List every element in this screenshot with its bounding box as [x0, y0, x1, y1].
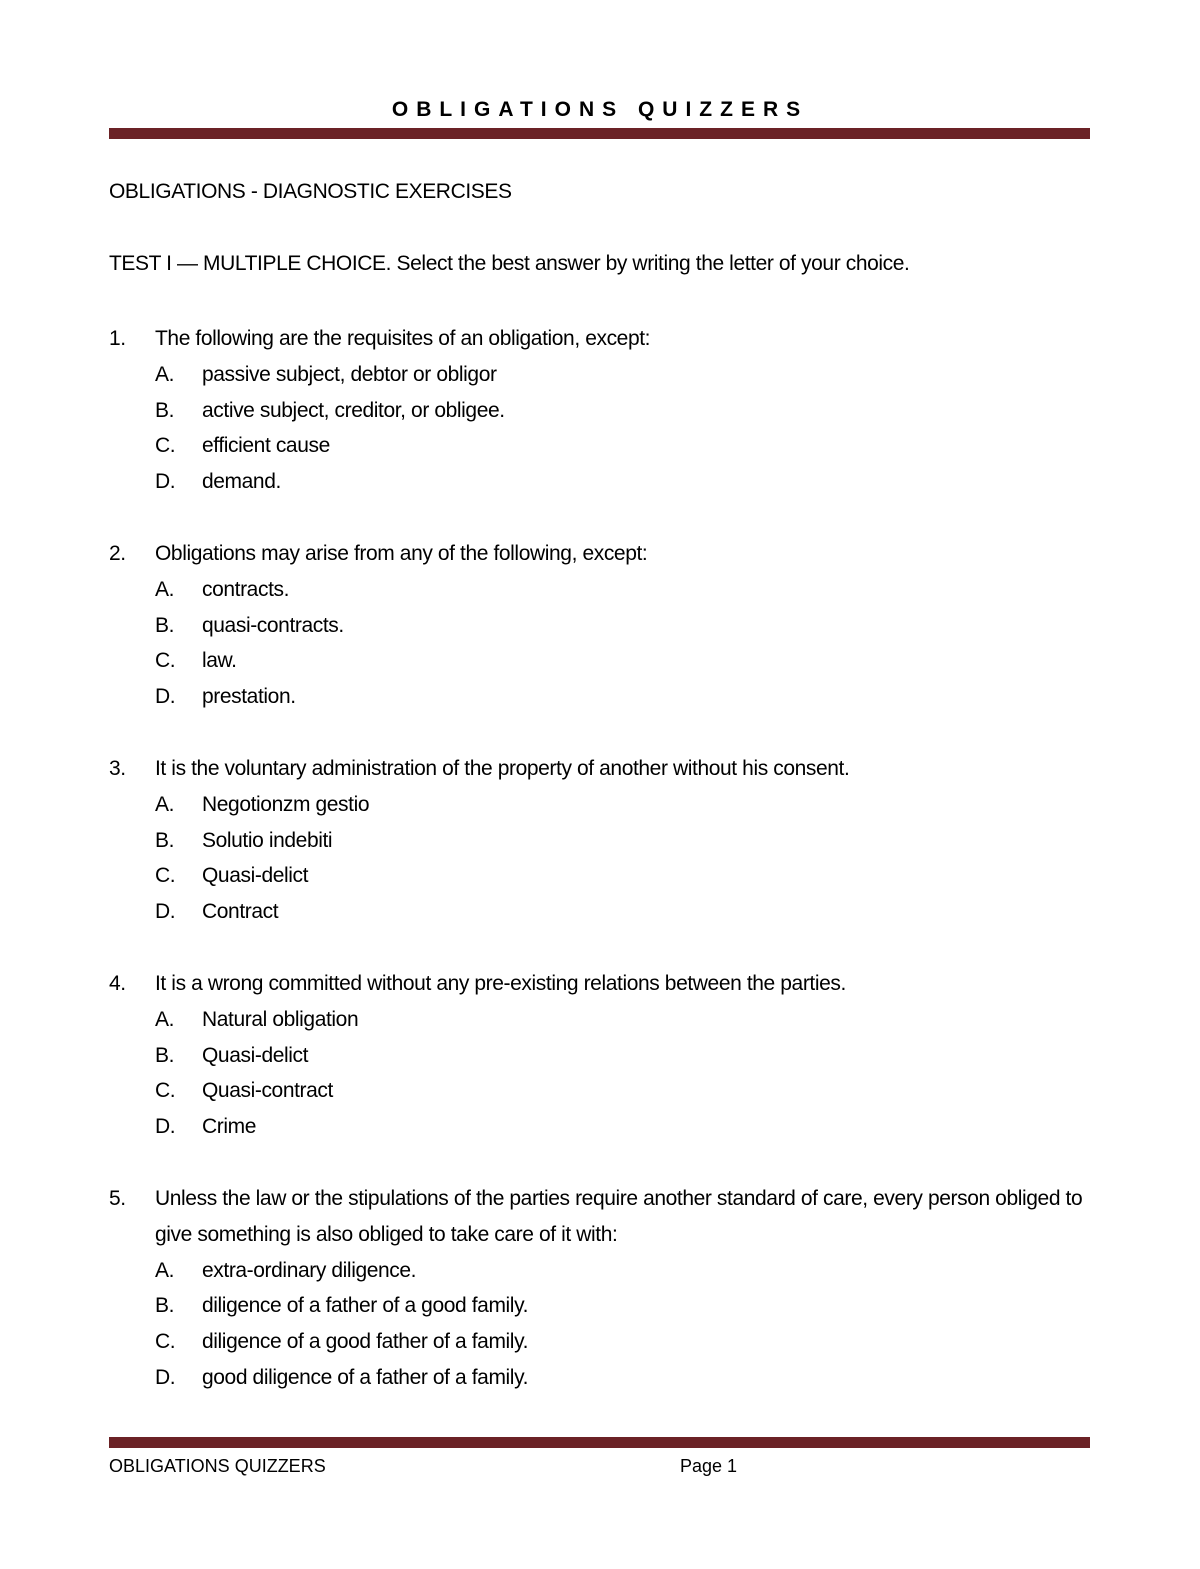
choice-text: quasi-contracts.: [202, 613, 344, 637]
answer-choice: [109, 464, 1094, 500]
choice-letter: C.: [155, 434, 176, 458]
footer-rule: [109, 1437, 1090, 1448]
answer-choice: [109, 1253, 1094, 1289]
choice-text: Quasi-delict: [202, 864, 309, 888]
choice-text: passive subject, debtor or obligor: [202, 362, 497, 386]
answer-choice: [109, 858, 1094, 894]
choice-letter: D.: [155, 1365, 176, 1389]
answer-choice: [109, 1324, 1094, 1360]
answer-choice: [109, 679, 1094, 715]
question-stem: [109, 1181, 1094, 1253]
question-number: 3.: [109, 756, 126, 780]
answer-choice: [109, 787, 1094, 823]
question: [109, 1181, 1094, 1396]
choice-text: Solutio indebiti: [202, 828, 333, 852]
choice-letter: C.: [155, 864, 176, 888]
footer-title: OBLIGATIONS QUIZZERS: [109, 1456, 326, 1476]
answer-choice: [109, 643, 1094, 679]
choice-letter: B.: [155, 1294, 175, 1318]
page-number: Page 1: [680, 1456, 738, 1476]
question-number: 1.: [109, 327, 126, 350]
choice-text: law.: [202, 649, 237, 673]
choice-text: diligence of a good father of a family.: [202, 1330, 529, 1354]
header-rule: [109, 128, 1090, 139]
answer-choice: [109, 357, 1094, 393]
question-stem: [109, 751, 1094, 787]
question-text: Obligations may arise from any of the following, except:: [155, 541, 648, 565]
question-number: 4.: [109, 971, 126, 995]
choice-text: Contract: [202, 900, 279, 924]
choice-letter: C.: [155, 1330, 176, 1354]
answer-choice: [109, 1073, 1094, 1109]
question-list: [109, 321, 1094, 1432]
choice-text: Natural obligation: [202, 1007, 359, 1031]
choice-text: Negotionzm gestio: [202, 792, 370, 816]
answer-choice: [109, 1288, 1094, 1324]
page-header-title: OBLIGATIONS QUIZZERS: [391, 98, 809, 121]
choice-letter: A.: [155, 1007, 175, 1031]
choice-letter: A.: [155, 577, 175, 601]
choice-letter: D.: [155, 470, 176, 494]
choice-text: efficient cause: [202, 434, 330, 458]
choice-letter: B.: [155, 613, 175, 637]
choice-text: extra-ordinary diligence.: [202, 1258, 417, 1282]
question: [109, 536, 1094, 715]
answer-choice: [109, 1002, 1094, 1038]
choice-letter: B.: [155, 398, 175, 422]
question-text: Unless the law or the stipulations of the parties require another standard of care, every person obliged to give something is also obliged to take care of it with:: [155, 1186, 1083, 1246]
answer-choice: [109, 393, 1094, 429]
choice-text: diligence of a father of a good family.: [202, 1294, 529, 1318]
answer-choice: [109, 428, 1094, 464]
choice-letter: A.: [155, 792, 175, 816]
question: [109, 321, 1094, 500]
choice-text: good diligence of a father of a family.: [202, 1365, 529, 1389]
choice-letter: C.: [155, 1079, 176, 1103]
choice-text: prestation.: [202, 685, 296, 709]
choice-letter: B.: [155, 1043, 175, 1067]
answer-choice: [109, 1038, 1094, 1074]
answer-choice: [109, 1360, 1094, 1396]
choice-text: contracts.: [202, 577, 290, 601]
question-text: The following are the requisites of an obligation, except:: [155, 327, 651, 350]
choice-letter: A.: [155, 362, 175, 386]
answer-choice: [109, 572, 1094, 608]
choice-text: Crime: [202, 1115, 256, 1139]
choice-text: active subject, creditor, or obligee.: [202, 398, 505, 422]
answer-choice: [109, 823, 1094, 859]
question-stem: [109, 536, 1094, 572]
question-text: It is the voluntary administration of the property of another without his consent.: [155, 756, 850, 780]
choice-letter: A.: [155, 1258, 175, 1282]
test-instructions: TEST I — MULTIPLE CHOICE. Select the best answer by writing the letter of your choice.: [109, 252, 910, 275]
answer-choice: [109, 608, 1094, 644]
choice-letter: D.: [155, 900, 176, 924]
question-stem: [109, 966, 1094, 1002]
question-number: 5.: [109, 1186, 126, 1210]
choice-text: Quasi-contract: [202, 1079, 333, 1103]
question-number: 2.: [109, 541, 126, 565]
document-title: OBLIGATIONS - DIAGNOSTIC EXERCISES: [109, 180, 512, 203]
question: [109, 751, 1094, 930]
answer-choice: [109, 1109, 1094, 1145]
question-text: It is a wrong committed without any pre-existing relations between the parties.: [155, 971, 846, 995]
choice-letter: C.: [155, 649, 176, 673]
choice-letter: B.: [155, 828, 175, 852]
question: [109, 966, 1094, 1145]
question-stem: [109, 321, 1094, 357]
choice-letter: D.: [155, 685, 176, 709]
choice-letter: D.: [155, 1115, 176, 1139]
choice-text: Quasi-delict: [202, 1043, 309, 1067]
choice-text: demand.: [202, 470, 281, 494]
answer-choice: [109, 894, 1094, 930]
